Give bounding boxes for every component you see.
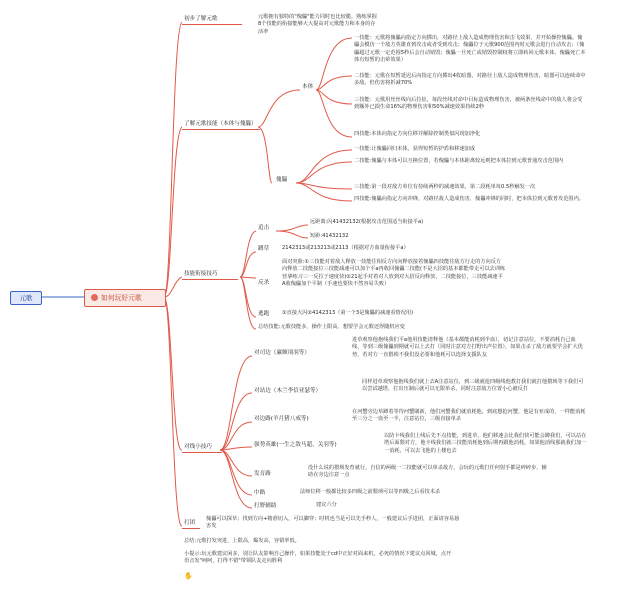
tip-3-text: 在河蟹旁边草蹲着等待河蟹刷新，他们河蟹我们就消耗他，到底想抢河蟹，他是有亚成的，一样能消耗至三分之一血至一半，注意站位，三级直接单杀: [352, 409, 586, 423]
body-skill-4: 四技能:本体向指定方向位移并解除控制类似闪现加净化: [354, 131, 481, 137]
node-body[interactable]: 本体: [302, 84, 314, 90]
puppet-skill-1: 一技能:让傀儡回归本体，获得短暂的护盾和移速加成: [354, 146, 476, 152]
tip-note: 小提示:玩元歌建议闲多，别让队友影响自己操作，如果技能处于cd中正好对面来机，必死的情况下建议点回城，点开语音发"呵呵，打得不错"带领队友走向胜利: [184, 551, 452, 565]
chase-far: 远距离:闪41432132(根据攻击范围适当衔接平a): [310, 219, 424, 225]
node-escape[interactable]: 逃跑: [258, 311, 270, 317]
tip-7-label[interactable]: 打野辅助: [254, 503, 277, 509]
tip-3-label[interactable]: 对边路(羊月猪八戒等): [254, 416, 309, 422]
root-label: 元歌: [19, 294, 33, 302]
tip-4-text: 以防卡线我们上线后先不点技能，到进草，他们移速会比我们快可能会蹲我们，可以站在塔后面猥对方，他卡线我们就三技能消耗他到后期再跟他消耗，如果他消线那就我们加一一消耗，可以去飞他的上楼也去: [384, 433, 587, 454]
body-skill-3: 三技能：元歌用丝丝线向后拉扯，每段丝线对命中目标造成物理伤害，被两条丝线命中的敌人将会受到额外已损生命16%的物理伤害和50%减速效果持续2秒: [354, 97, 583, 111]
tip-5-label[interactable]: 发育路: [254, 471, 271, 477]
tip-6-text: 法师位移一般都比较多四级之前猥琐可以等四级之后看技术杀: [300, 489, 441, 495]
teamfight-text: 傀儡可以探草；找到方向+精准切入，可以脚穿；时机也当是可以先手秒人，一般建议后手进团，正面请容易悬害发: [206, 516, 460, 530]
minus-circle-icon: [91, 294, 98, 301]
branch-tips[interactable]: 对线小技巧: [184, 444, 212, 450]
combo-summary: 总结技能:元歌技能多，操作上限高，想要学会元歌还得随机应变: [258, 324, 405, 330]
puppet-skill-3: 三技能:第一段对敌方单位有持续两秒的减速效果，第二段耗单每0.5秒触发一次: [354, 184, 536, 190]
node-counter[interactable]: 反杀: [258, 280, 270, 286]
escape-combo: ①直接大闪②4142313（第一个3是傀儡的减速看情况用): [282, 310, 414, 316]
puppet-skill-4: 四技能:傀儡向指定方向冲锋，对路径敌人造成伤害，傀儡冲锋的同时，把本体拉到元歌普攻范围内。: [354, 196, 584, 202]
node-poke[interactable]: 蹲草: [258, 246, 270, 252]
summary-note: 总结:元歌打发突进，上限高，爆发高，容错率低。: [184, 538, 300, 544]
branch-combo[interactable]: 技能衔接技巧: [184, 271, 218, 277]
body-skill-1: 一技能：元歌将傀儡向指定方向掷出，对路径上敌人造成物理伤害和击飞效果，并开始操控傀儡。傀儡会模仿一个敌方英雄直到攻击或者受到攻击；傀儡位于元歌900范围内时元歌会进行自动攻击；（傀儡超过元歌一定范围5秒后会自动销毁；傀儡一旦死亡或销毁控制权将立即转回元歌本体，傀儡死亡本体有短暂的击晕效果）: [354, 35, 586, 64]
branch-intro[interactable]: 初步了解元歌: [184, 16, 218, 22]
branch-skills[interactable]: 了解元歌技能（本体与傀儡）: [184, 121, 257, 127]
node-puppet[interactable]: 傀儡: [276, 177, 288, 183]
central-topic[interactable]: [84, 289, 166, 307]
chase-near: 短距:41432132: [310, 233, 349, 239]
central-topic-label: 如何玩好元歌: [101, 294, 142, 302]
tip-2-label[interactable]: 对站边（木兰李信亚瑟等）: [254, 388, 322, 394]
tip-1-text: 进草观察他抱线我们平a他用技能清释他（基本都能消耗到半血），切记注意站位，不要消耗自己血线，等到三级傀儡到期就可以上去打（同时注意对方打野出声位置），如果击杀了敌方就要学会扩大优势，若对方一直猥琐不我们没必要和他耗可以选择支援队友: [352, 337, 583, 358]
tip-6-label[interactable]: 中路: [254, 490, 266, 496]
tip-2-text: 同样进草观察他抱线我们就上去A注意站位，到三级就抢四级线他教打我们就打他猥琐等下我们可以尝试越塔，打出压制后就可以无限单杀，同时注意敌方位置小心被反打: [362, 379, 584, 393]
intro-text: 元歌拥有独特的"傀儡"能力同时也比较脆。熟练掌握8个技能的衔接能够大大提高对元歌能力和本身的存活率: [258, 14, 377, 35]
tip-1-label[interactable]: 对司边（廉颇项羽等）: [254, 350, 310, 356]
body-skill-2: 二技能：元歌在短暂延迟后向指定方向掷出4枚暗器，对路径上敌人造成物理伤害，暗器可以连续命中多敌，但伤害将折减70%: [354, 73, 586, 87]
counter-combo: 面对突脸:①三技能对着敌人释放一技能往相反方向向释放接着傀儡四技能往敌方行走的方向反方向释放二技能接位三技能减速可以加个平a再收回傀儡二技能(不是大招的基本都能带走可以去训练营拿练习三一反拉于速度快)②21起手对着对人放到对大招反向释放，二技能接位，三技能减速平A收傀儡加个平制（手速也要快不然容易失败）: [282, 259, 506, 288]
puppet-skill-2: 二技能:傀儡与本体可以互换位置，若傀儡与本体距离较远则把本体拉到元歌普通攻击范围内: [354, 158, 564, 164]
branch-teamfight[interactable]: 打团: [184, 520, 196, 526]
root-node[interactable]: [10, 291, 42, 305]
hand-wave-icon: ✋: [184, 572, 193, 580]
tip-5-text: 没什么说的猥琐发育就行，自信的两级一二技能就可以单杀敌方，会玩的元歌打任何射手都是碎碎步，辅助在旁边注意一点: [308, 465, 547, 479]
poke-combo: 2142313或213213或2113（根据对方血量衔接平a）: [282, 245, 409, 251]
tip-4-label[interactable]: 强势英雄(一生之敌马超，关羽等): [254, 442, 337, 448]
tip-7-text: 建议六分: [316, 502, 337, 508]
node-chase[interactable]: 追击: [258, 225, 270, 231]
